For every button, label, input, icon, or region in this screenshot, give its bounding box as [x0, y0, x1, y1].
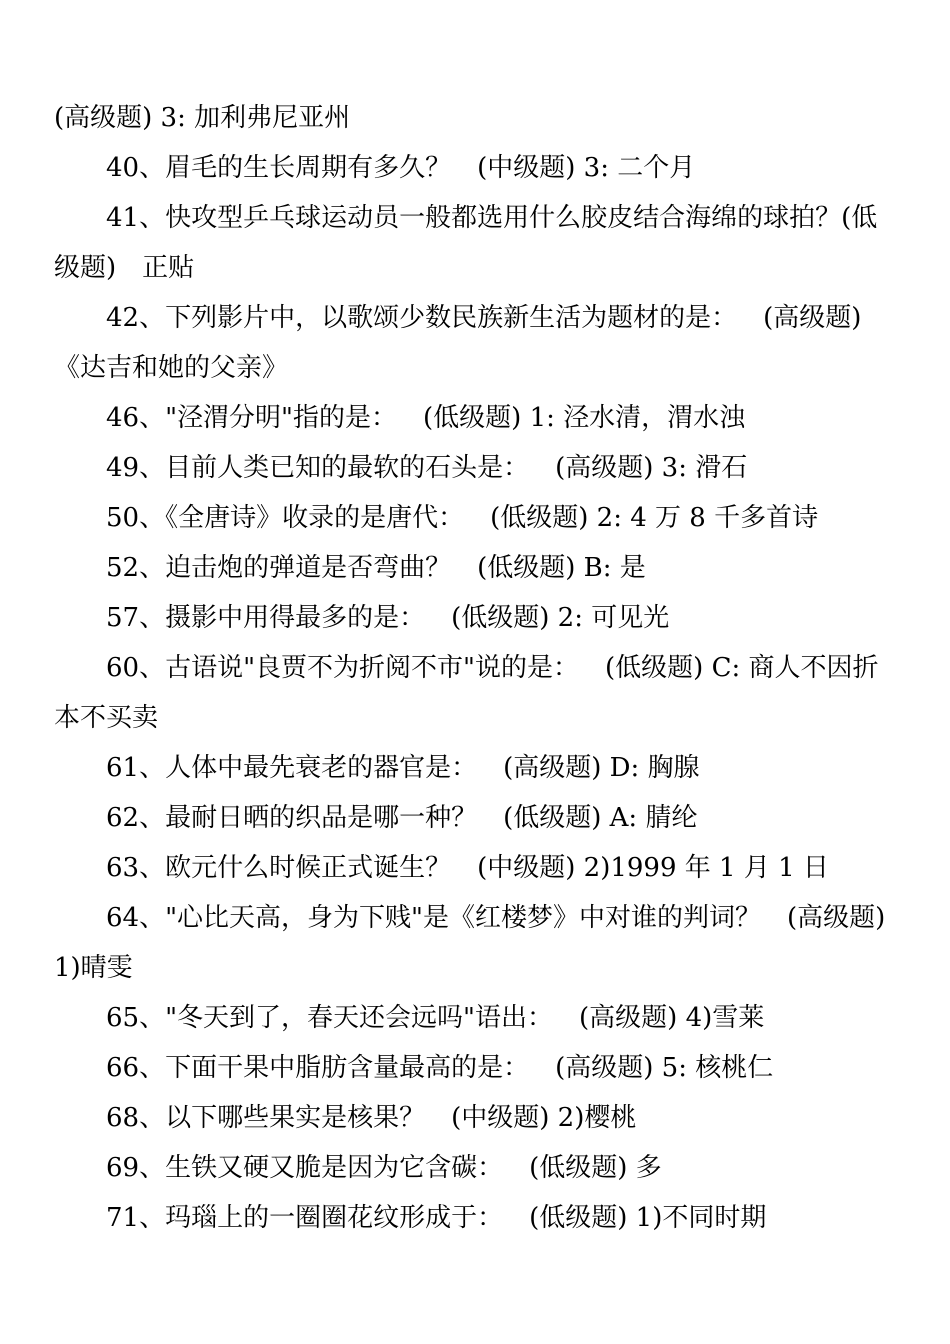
quiz-answer: (中级题) 2)1999 年 1 月 1 日 [477, 853, 829, 883]
quiz-item [54, 743, 899, 793]
quiz-answer: (低级题) 1: 泾水清，渭水浊 [423, 403, 746, 433]
quiz-item [54, 493, 899, 543]
quiz-answer: (低级题) 2: 可见光 [451, 603, 670, 633]
quiz-item [54, 1193, 899, 1243]
quiz-question: 50、《全唐诗》收录的是唐代： [106, 503, 465, 533]
quiz-question: 40、眉毛的生长周期有多久？ [106, 153, 452, 183]
quiz-question: 71、玛瑙上的一圈圈花纹形成于： [106, 1203, 504, 1233]
quiz-item [54, 93, 899, 143]
quiz-answer: (低级题) C: 商人不因折本不买卖 [54, 653, 879, 733]
quiz-item [54, 193, 899, 293]
quiz-answer: (低级题) 2: 4 万 8 千多首诗 [490, 503, 819, 533]
quiz-item [54, 993, 899, 1043]
quiz-item [54, 143, 899, 193]
quiz-question: 65、"冬天到了，春天还会远吗"语出： [106, 1003, 554, 1033]
quiz-answer: (高级题)《达吉和她的父亲》 [54, 303, 862, 383]
quiz-item [54, 793, 899, 843]
quiz-question: 69、生铁又硬又脆是因为它含碳： [106, 1153, 504, 1183]
quiz-item [54, 1043, 899, 1093]
quiz-question: 61、人体中最先衰老的器官是： [106, 753, 478, 783]
quiz-answer: (高级题) 1)晴雯 [54, 903, 886, 983]
quiz-question: 64、"心比天高，身为下贱"是《红楼梦》中对谁的判词？ [106, 903, 762, 933]
quiz-item [54, 1143, 899, 1193]
document-page [54, 93, 899, 1243]
quiz-answer: (低级题) 正贴 [54, 203, 878, 283]
quiz-question: 46、"泾渭分明"指的是： [106, 403, 398, 433]
quiz-question: 42、下列影片中，以歌颂少数民族新生活为题材的是： [106, 303, 738, 333]
quiz-question: 60、古语说"良贾不为折阅不市"说的是： [106, 653, 580, 683]
quiz-question: 57、摄影中用得最多的是： [106, 603, 426, 633]
quiz-item [54, 443, 899, 493]
quiz-answer: (中级题) 3: 二个月 [477, 153, 696, 183]
quiz-question: 68、以下哪些果实是核果？ [106, 1103, 426, 1133]
quiz-answer: (高级题) D: 胸腺 [503, 753, 700, 783]
quiz-question: 66、下面干果中脂肪含量最高的是： [106, 1053, 530, 1083]
quiz-item [54, 643, 899, 743]
quiz-answer: (高级题) 4)雪莱 [579, 1003, 765, 1033]
quiz-answer: (低级题) 1)不同时期 [529, 1203, 767, 1233]
quiz-item [54, 843, 899, 893]
quiz-item [54, 893, 899, 993]
quiz-item [54, 293, 899, 393]
quiz-item [54, 1093, 899, 1143]
quiz-answer: (低级题) 多 [529, 1153, 662, 1183]
quiz-question: 63、欧元什么时候正式诞生？ [106, 853, 452, 883]
quiz-item [54, 543, 899, 593]
quiz-answer: (低级题) A: 腈纶 [503, 803, 698, 833]
quiz-answer: (高级题) 3: 加利弗尼亚州 [54, 103, 351, 133]
quiz-item [54, 393, 899, 443]
quiz-answer: (高级题) 5: 核桃仁 [555, 1053, 774, 1083]
quiz-question: 52、迫击炮的弹道是否弯曲？ [106, 553, 452, 583]
quiz-question: 49、目前人类已知的最软的石头是： [106, 453, 530, 483]
quiz-answer: (中级题) 2)樱桃 [451, 1103, 637, 1133]
quiz-question: 62、最耐日晒的织品是哪一种？ [106, 803, 478, 833]
quiz-question: 41、快攻型乒乓球运动员一般都选用什么胶皮结合海绵的球拍？ [106, 203, 842, 233]
quiz-answer: (低级题) B: 是 [477, 553, 646, 583]
quiz-answer: (高级题) 3: 滑石 [555, 453, 748, 483]
quiz-item [54, 593, 899, 643]
